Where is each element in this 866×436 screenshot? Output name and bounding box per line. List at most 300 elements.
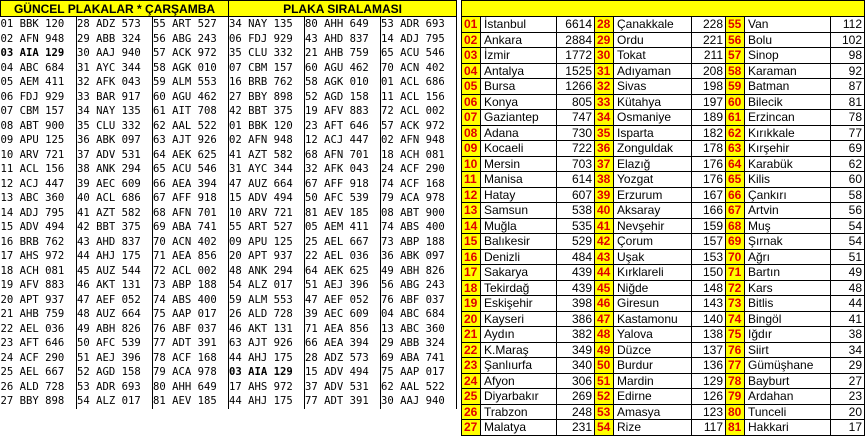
plate-cell: 59 ALM 553 <box>153 75 229 90</box>
plate-cell: 44 AHJ 175 <box>77 249 153 264</box>
plate-cell: 54 ALZ 017 <box>77 394 153 409</box>
plate-count: 386 <box>557 311 595 327</box>
plate-count: 228 <box>692 17 726 33</box>
plate-cell: 63 AJT 926 <box>153 133 229 148</box>
plate-cell: 22 AEL 036 <box>305 249 381 264</box>
province-code: 81 <box>726 420 745 436</box>
province-name: Muş <box>745 218 831 234</box>
province-code: 53 <box>595 404 614 420</box>
plate-count: 208 <box>692 63 726 79</box>
province-code: 52 <box>595 389 614 405</box>
province-row <box>462 389 865 405</box>
plate-cell: 60 AGU 462 <box>153 90 229 105</box>
plate-cell: 10 ARV 721 <box>229 206 305 221</box>
plate-count: 157 <box>692 234 726 250</box>
plate-cell: 04 ABC 684 <box>1 61 77 76</box>
plate-count: 182 <box>692 125 726 141</box>
plate-count: 231 <box>557 420 595 436</box>
province-name: Ardahan <box>745 389 831 405</box>
plate-cell: 02 AFN 948 <box>1 32 77 47</box>
province-row <box>462 110 865 126</box>
plate-cell: 17 AHS 972 <box>1 249 77 264</box>
plate-count: 2884 <box>557 32 595 48</box>
province-name: Eskişehir <box>481 296 557 312</box>
plate-cell: 46 AKT 131 <box>77 278 153 293</box>
title-current-plates: GÜNCEL PLAKALAR * ÇARŞAMBA <box>1 1 229 17</box>
plate-cell: 04 ABC 684 <box>381 307 457 322</box>
province-name: Amasya <box>614 404 692 420</box>
plate-cell: 02 AFN 948 <box>229 133 305 148</box>
province-row <box>462 48 865 64</box>
province-code: 55 <box>726 17 745 33</box>
plate-row <box>1 206 457 221</box>
province-code: 60 <box>726 94 745 110</box>
province-row <box>462 342 865 358</box>
province-name: Konya <box>481 94 557 110</box>
plate-count: 166 <box>692 203 726 219</box>
plate-cell: 43 AHD 837 <box>305 32 381 47</box>
province-code: 54 <box>595 420 614 436</box>
plate-count: 153 <box>692 249 726 265</box>
province-name: Antalya <box>481 63 557 79</box>
province-name: İstanbul <box>481 17 557 33</box>
province-code: 04 <box>462 63 481 79</box>
plate-cell: 53 ADR 693 <box>77 380 153 395</box>
province-name: Siirt <box>745 342 831 358</box>
province-row <box>462 404 865 420</box>
plate-row <box>1 104 457 119</box>
province-code: 46 <box>595 296 614 312</box>
plate-row <box>1 249 457 264</box>
plate-cell: 40 ACL 686 <box>77 191 153 206</box>
plate-count: 248 <box>557 404 595 420</box>
province-row <box>462 265 865 281</box>
plate-cell: 64 AEK 625 <box>153 148 229 163</box>
plate-count: 805 <box>557 94 595 110</box>
plate-cell: 03 AIA 129 <box>1 46 77 61</box>
plate-row <box>1 61 457 76</box>
plate-cell: 51 AEJ 396 <box>77 351 153 366</box>
plate-cell: 46 AKT 131 <box>229 322 305 337</box>
province-name: Osmaniye <box>614 110 692 126</box>
plate-cell: 59 ALM 553 <box>229 293 305 308</box>
plate-count: 189 <box>692 110 726 126</box>
plate-count: 211 <box>692 48 726 64</box>
plate-row <box>1 264 457 279</box>
plate-cell: 73 ABP 188 <box>381 235 457 250</box>
province-name: Gaziantep <box>481 110 557 126</box>
province-name: Mersin <box>481 156 557 172</box>
plate-cell: 19 AFV 883 <box>1 278 77 293</box>
province-code: 22 <box>462 342 481 358</box>
province-name: Burdur <box>614 358 692 374</box>
plate-cell: 74 ACF 168 <box>381 177 457 192</box>
plate-cell: 56 ABG 243 <box>381 278 457 293</box>
plate-count: 60 <box>831 172 865 188</box>
plate-cell: 23 AFT 646 <box>305 119 381 134</box>
plate-cell: 32 AFK 043 <box>77 75 153 90</box>
plate-cell: 07 CBM 157 <box>229 61 305 76</box>
province-row <box>462 373 865 389</box>
plate-cell: 65 ACU 546 <box>153 162 229 177</box>
province-name: Kırşehir <box>745 141 831 157</box>
plate-count: 20 <box>831 404 865 420</box>
province-row <box>462 172 865 188</box>
plate-count: 87 <box>831 79 865 95</box>
plate-count: 126 <box>692 389 726 405</box>
province-name: Zonguldak <box>614 141 692 157</box>
plate-cell: 15 ADV 494 <box>1 220 77 235</box>
plate-count: 159 <box>692 218 726 234</box>
province-code: 02 <box>462 32 481 48</box>
province-code: 80 <box>726 404 745 420</box>
plate-cell: 11 ACL 156 <box>381 90 457 105</box>
plate-count: 48 <box>831 280 865 296</box>
plate-cell: 06 FDJ 929 <box>1 90 77 105</box>
province-name: Erzincan <box>745 110 831 126</box>
plate-cell: 30 AAJ 940 <box>77 46 153 61</box>
plate-cell: 47 AEF 052 <box>77 293 153 308</box>
plate-cell: 71 AEA 856 <box>153 249 229 264</box>
plate-cell: 72 ACL 002 <box>381 104 457 119</box>
province-code: 15 <box>462 234 481 250</box>
province-row <box>462 17 865 33</box>
province-code: 78 <box>726 373 745 389</box>
plate-count: 136 <box>692 358 726 374</box>
plate-cell: 58 AGK 010 <box>305 75 381 90</box>
province-name: Karaman <box>745 63 831 79</box>
plate-row <box>1 90 457 105</box>
plate-row <box>1 17 457 32</box>
province-name: Bartın <box>745 265 831 281</box>
province-code: 17 <box>462 265 481 281</box>
province-code: 37 <box>595 156 614 172</box>
province-name: Düzce <box>614 342 692 358</box>
province-code: 23 <box>462 358 481 374</box>
plate-count: 6614 <box>557 17 595 33</box>
plate-count: 77 <box>831 125 865 141</box>
plate-count: 49 <box>831 265 865 281</box>
province-code: 79 <box>726 389 745 405</box>
province-code: 65 <box>726 172 745 188</box>
plate-count: 439 <box>557 280 595 296</box>
plate-cell: 05 AEM 411 <box>1 75 77 90</box>
province-name: Erzurum <box>614 187 692 203</box>
plate-cell: 78 ACF 168 <box>153 351 229 366</box>
plate-cell: 26 ALD 728 <box>229 307 305 322</box>
plate-cell: 21 AHB 759 <box>305 46 381 61</box>
province-code: 33 <box>595 94 614 110</box>
province-name: Samsun <box>481 203 557 219</box>
province-name: Kırıkkale <box>745 125 831 141</box>
plate-cell: 20 APT 937 <box>1 293 77 308</box>
plate-cell: 72 ACL 002 <box>153 264 229 279</box>
plate-cell: 11 ACL 156 <box>1 162 77 177</box>
plate-cell: 54 ALZ 017 <box>229 278 305 293</box>
plate-count: 197 <box>692 94 726 110</box>
plate-cell: 19 AFV 883 <box>305 104 381 119</box>
plate-cell: 03 AIA 129 <box>229 365 305 380</box>
province-code: 42 <box>595 234 614 250</box>
province-row <box>462 79 865 95</box>
plate-count: 92 <box>831 63 865 79</box>
plate-count: 398 <box>557 296 595 312</box>
province-code: 20 <box>462 311 481 327</box>
plate-cell: 77 ADT 391 <box>153 336 229 351</box>
province-name: Yalova <box>614 327 692 343</box>
province-name: Diyarbakır <box>481 389 557 405</box>
province-code: 47 <box>595 311 614 327</box>
plate-cell: 74 ABS 400 <box>153 293 229 308</box>
province-name: Çankırı <box>745 187 831 203</box>
province-code: 12 <box>462 187 481 203</box>
province-name: Kırklareli <box>614 265 692 281</box>
province-row <box>462 358 865 374</box>
plate-cell: 45 AUZ 544 <box>77 264 153 279</box>
province-code: 39 <box>595 187 614 203</box>
plate-cell: 25 AEL 667 <box>1 365 77 380</box>
plate-cell: 60 AGU 462 <box>305 61 381 76</box>
plate-count: 27 <box>831 373 865 389</box>
plate-cell: 61 AIT 708 <box>153 104 229 119</box>
plate-cell: 52 AGD 158 <box>77 365 153 380</box>
plate-cell: 01 BBK 120 <box>229 119 305 134</box>
plate-count: 102 <box>831 32 865 48</box>
province-code: 18 <box>462 280 481 296</box>
plate-cell: 23 AFT 646 <box>1 336 77 351</box>
province-code: 51 <box>595 373 614 389</box>
province-code: 32 <box>595 79 614 95</box>
province-code: 70 <box>726 249 745 265</box>
province-code: 71 <box>726 265 745 281</box>
plate-cell: 53 ADR 693 <box>381 17 457 32</box>
plate-cell: 37 ADV 531 <box>77 148 153 163</box>
plate-cell: 48 ANK 294 <box>229 264 305 279</box>
plate-count: 535 <box>557 218 595 234</box>
plate-count: 269 <box>557 389 595 405</box>
province-name: Sivas <box>614 79 692 95</box>
province-code: 07 <box>462 110 481 126</box>
province-name: Rize <box>614 420 692 436</box>
province-name: Manisa <box>481 172 557 188</box>
province-code: 31 <box>595 63 614 79</box>
plate-cell: 27 BBY 898 <box>1 394 77 409</box>
plate-row <box>1 32 457 47</box>
plate-count: 198 <box>692 79 726 95</box>
plate-cell: 38 ANK 294 <box>77 162 153 177</box>
plate-cell: 44 AHJ 175 <box>229 351 305 366</box>
province-name: Trabzon <box>481 404 557 420</box>
plate-cell: 28 ADZ 573 <box>77 17 153 32</box>
plate-cell: 42 BBT 375 <box>229 104 305 119</box>
plate-count: 17 <box>831 420 865 436</box>
plate-cell: 35 CLU 332 <box>229 46 305 61</box>
province-code: 57 <box>726 48 745 64</box>
plate-cell: 05 AEM 411 <box>305 220 381 235</box>
province-code: 38 <box>595 172 614 188</box>
plate-count: 137 <box>692 342 726 358</box>
plate-cell: 24 ACF 290 <box>1 351 77 366</box>
province-code: 19 <box>462 296 481 312</box>
plate-count: 41 <box>831 311 865 327</box>
province-name: Balıkesir <box>481 234 557 250</box>
plate-count: 140 <box>692 311 726 327</box>
province-row <box>462 203 865 219</box>
province-name: Karabük <box>745 156 831 172</box>
province-row <box>462 63 865 79</box>
plate-count: 129 <box>692 373 726 389</box>
province-code: 06 <box>462 94 481 110</box>
plate-count: 221 <box>692 32 726 48</box>
province-row <box>462 327 865 343</box>
province-name: Aydın <box>481 327 557 343</box>
plate-cell: 01 BBK 120 <box>1 17 77 32</box>
plate-cell: 80 AHH 649 <box>305 17 381 32</box>
province-code: 14 <box>462 218 481 234</box>
province-row <box>462 125 865 141</box>
province-code: 76 <box>726 342 745 358</box>
province-row <box>462 32 865 48</box>
plate-count: 117 <box>692 420 726 436</box>
plate-count: 44 <box>831 296 865 312</box>
plate-count: 51 <box>831 249 865 265</box>
plate-row <box>1 365 457 380</box>
plate-count: 176 <box>692 156 726 172</box>
plate-cell: 68 AFN 701 <box>153 206 229 221</box>
plate-cell: 28 ADZ 573 <box>305 351 381 366</box>
plate-row <box>1 278 457 293</box>
plate-cell: 12 ACJ 447 <box>305 133 381 148</box>
plate-cell: 55 ART 527 <box>229 220 305 235</box>
province-name: Adana <box>481 125 557 141</box>
plate-cell: 17 AHS 972 <box>229 380 305 395</box>
province-code: 62 <box>726 125 745 141</box>
plate-cell: 62 AAL 522 <box>381 380 457 395</box>
plate-cell: 06 FDJ 929 <box>229 32 305 47</box>
plate-cell: 20 APT 937 <box>229 249 305 264</box>
province-name: Bolu <box>745 32 831 48</box>
plate-count: 167 <box>692 187 726 203</box>
plate-count: 722 <box>557 141 595 157</box>
plate-cell: 43 AHD 837 <box>77 235 153 250</box>
plate-cell: 51 AEJ 396 <box>305 278 381 293</box>
plate-cell: 25 AEL 667 <box>305 235 381 250</box>
province-name: Sinop <box>745 48 831 64</box>
plate-cell: 66 AEA 394 <box>153 177 229 192</box>
plate-cell: 10 ARV 721 <box>1 148 77 163</box>
plate-cell: 26 ALD 728 <box>1 380 77 395</box>
plate-cell: 01 ACL 686 <box>381 75 457 90</box>
province-code: 45 <box>595 280 614 296</box>
plate-row <box>1 336 457 351</box>
plate-cell: 08 ABT 900 <box>381 206 457 221</box>
plate-cell: 67 AFF 918 <box>305 177 381 192</box>
province-row <box>462 187 865 203</box>
plate-cell: 79 ACA 978 <box>153 365 229 380</box>
plate-row <box>1 119 457 134</box>
province-name: Aksaray <box>614 203 692 219</box>
plate-cell: 70 ACN 402 <box>153 235 229 250</box>
province-code: 50 <box>595 358 614 374</box>
province-name: Isparta <box>614 125 692 141</box>
province-code: 77 <box>726 358 745 374</box>
province-name: Bayburt <box>745 373 831 389</box>
province-code: 10 <box>462 156 481 172</box>
province-name: Bursa <box>481 79 557 95</box>
province-name: Bilecik <box>745 94 831 110</box>
province-name: Batman <box>745 79 831 95</box>
plate-count: 730 <box>557 125 595 141</box>
plate-cell: 68 AFN 701 <box>305 148 381 163</box>
plate-cell: 70 ACN 402 <box>381 61 457 76</box>
province-name: Hakkari <box>745 420 831 436</box>
province-code: 66 <box>726 187 745 203</box>
plate-cell: 31 AYC 344 <box>229 162 305 177</box>
plate-count: 1525 <box>557 63 595 79</box>
province-code: 49 <box>595 342 614 358</box>
province-row <box>462 94 865 110</box>
plate-cell: 14 ADJ 795 <box>381 32 457 47</box>
province-name: Şanlıurfa <box>481 358 557 374</box>
plate-cell: 77 ADT 391 <box>305 394 381 409</box>
province-row <box>462 311 865 327</box>
plate-cell: 37 ADV 531 <box>305 380 381 395</box>
province-name: Bingöl <box>745 311 831 327</box>
plate-count: 62 <box>831 156 865 172</box>
province-row <box>462 234 865 250</box>
plate-cell: 67 AFF 918 <box>153 191 229 206</box>
plate-cell: 74 ABS 400 <box>381 220 457 235</box>
plate-cell: 14 ADJ 795 <box>1 206 77 221</box>
province-name: Adıyaman <box>614 63 692 79</box>
plate-cell: 35 CLU 332 <box>77 119 153 134</box>
plate-cell: 75 AAP 017 <box>153 307 229 322</box>
province-code: 34 <box>595 110 614 126</box>
plate-cell: 50 AFC 539 <box>305 191 381 206</box>
title-plate-ranking: PLAKA SIRALAMASI <box>229 1 457 17</box>
plate-cell: 16 BRB 762 <box>229 75 305 90</box>
plate-cell: 66 AEA 394 <box>305 336 381 351</box>
plate-row <box>1 75 457 90</box>
plate-cell: 07 CBM 157 <box>1 104 77 119</box>
province-name: Muğla <box>481 218 557 234</box>
plate-cell: 15 ADV 494 <box>305 365 381 380</box>
plate-cell: 57 ACK 972 <box>381 119 457 134</box>
plate-row <box>1 162 457 177</box>
province-code: 63 <box>726 141 745 157</box>
plate-cell: 76 ABF 037 <box>381 293 457 308</box>
plate-cell: 58 AGK 010 <box>153 61 229 76</box>
plate-cell: 36 ABK 097 <box>381 249 457 264</box>
province-name: Kastamonu <box>614 311 692 327</box>
plate-count: 58 <box>831 187 865 203</box>
province-row <box>462 249 865 265</box>
province-code: 13 <box>462 203 481 219</box>
plate-row <box>1 307 457 322</box>
plate-count: 349 <box>557 342 595 358</box>
plate-row <box>1 235 457 250</box>
plate-count: 703 <box>557 156 595 172</box>
province-code: 35 <box>595 125 614 141</box>
province-code: 58 <box>726 63 745 79</box>
plate-cell: 42 BBT 375 <box>77 220 153 235</box>
plate-cell: 75 AAP 017 <box>381 365 457 380</box>
plate-count: 538 <box>557 203 595 219</box>
header-row <box>462 1 865 17</box>
province-code: 03 <box>462 48 481 64</box>
plate-cell: 62 AAL 522 <box>153 119 229 134</box>
province-name: Ankara <box>481 32 557 48</box>
